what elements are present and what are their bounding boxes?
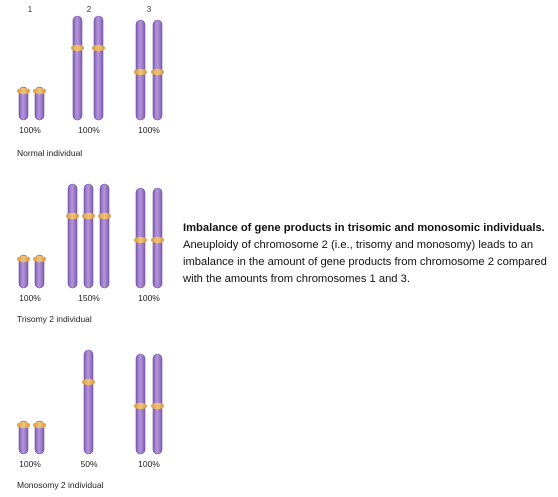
percent-chr1: 100% — [19, 459, 41, 469]
percent-chr3: 100% — [138, 293, 160, 303]
chromosome-3 — [151, 354, 164, 454]
centromere — [151, 69, 164, 75]
centromere — [134, 237, 147, 243]
column-number-2: 2 — [86, 5, 92, 14]
column-number-3: 3 — [146, 5, 152, 14]
centromere — [92, 45, 105, 51]
condition-label: Normal individual — [17, 148, 83, 158]
caption-title: Imbalance of gene products in trisomic and monosomic individuals. — [183, 222, 545, 234]
panel-normal — [17, 16, 164, 158]
chromosome-set — [17, 16, 164, 120]
chromosome-3 — [134, 20, 147, 120]
condition-label: Monosomy 2 individual — [17, 480, 104, 490]
chromosome-3 — [134, 354, 147, 454]
centromere — [134, 69, 147, 75]
percent-chr3: 100% — [138, 459, 160, 469]
caption-body: Aneuploidy of chromosome 2 (i.e., trisomy and monosomy) leads to an imbalance in the amount of gene products from chromosome 2 compared with the amounts from chromosomes 1 and 3. — [183, 239, 547, 285]
percent-chr2: 50% — [80, 459, 98, 469]
percent-chr1: 100% — [19, 293, 41, 303]
condition-label: Trisomy 2 individual — [17, 314, 92, 324]
percent-chr2: 150% — [78, 293, 100, 303]
centromere — [17, 88, 30, 94]
chromosome-1 — [17, 255, 30, 288]
centromere — [17, 422, 30, 428]
centromere — [33, 88, 46, 94]
chromosome-set — [17, 184, 164, 288]
chromosome-2 — [82, 350, 95, 454]
panel-monosomy — [17, 350, 164, 490]
chromosome-2 — [66, 184, 79, 288]
chromosome-1 — [33, 421, 46, 454]
chromosome-1 — [17, 421, 30, 454]
chromosome-2 — [92, 16, 105, 120]
centromere — [82, 379, 95, 385]
centromere — [82, 213, 95, 219]
chromosome-1 — [33, 255, 46, 288]
percent-chr2: 100% — [78, 125, 100, 135]
chromosome-1 — [17, 87, 30, 120]
chromosome-3 — [134, 188, 147, 288]
centromere — [98, 213, 111, 219]
centromere — [151, 237, 164, 243]
centromere — [151, 403, 164, 409]
centromere — [71, 45, 84, 51]
chromosome-2 — [98, 184, 111, 288]
chromosome-1 — [33, 87, 46, 120]
centromere — [33, 256, 46, 262]
chromosome-3 — [151, 20, 164, 120]
centromere — [17, 256, 30, 262]
panel-trisomy — [17, 184, 164, 324]
centromere — [33, 422, 46, 428]
chromosome-2 — [71, 16, 84, 120]
figure-caption — [183, 220, 553, 288]
chromosome-set — [17, 350, 164, 454]
percent-chr3: 100% — [138, 125, 160, 135]
chromosome-3 — [151, 188, 164, 288]
centromere — [66, 213, 79, 219]
percent-chr1: 100% — [19, 125, 41, 135]
chromosome-2 — [82, 184, 95, 288]
centromere — [134, 403, 147, 409]
column-number-1: 1 — [27, 5, 33, 14]
